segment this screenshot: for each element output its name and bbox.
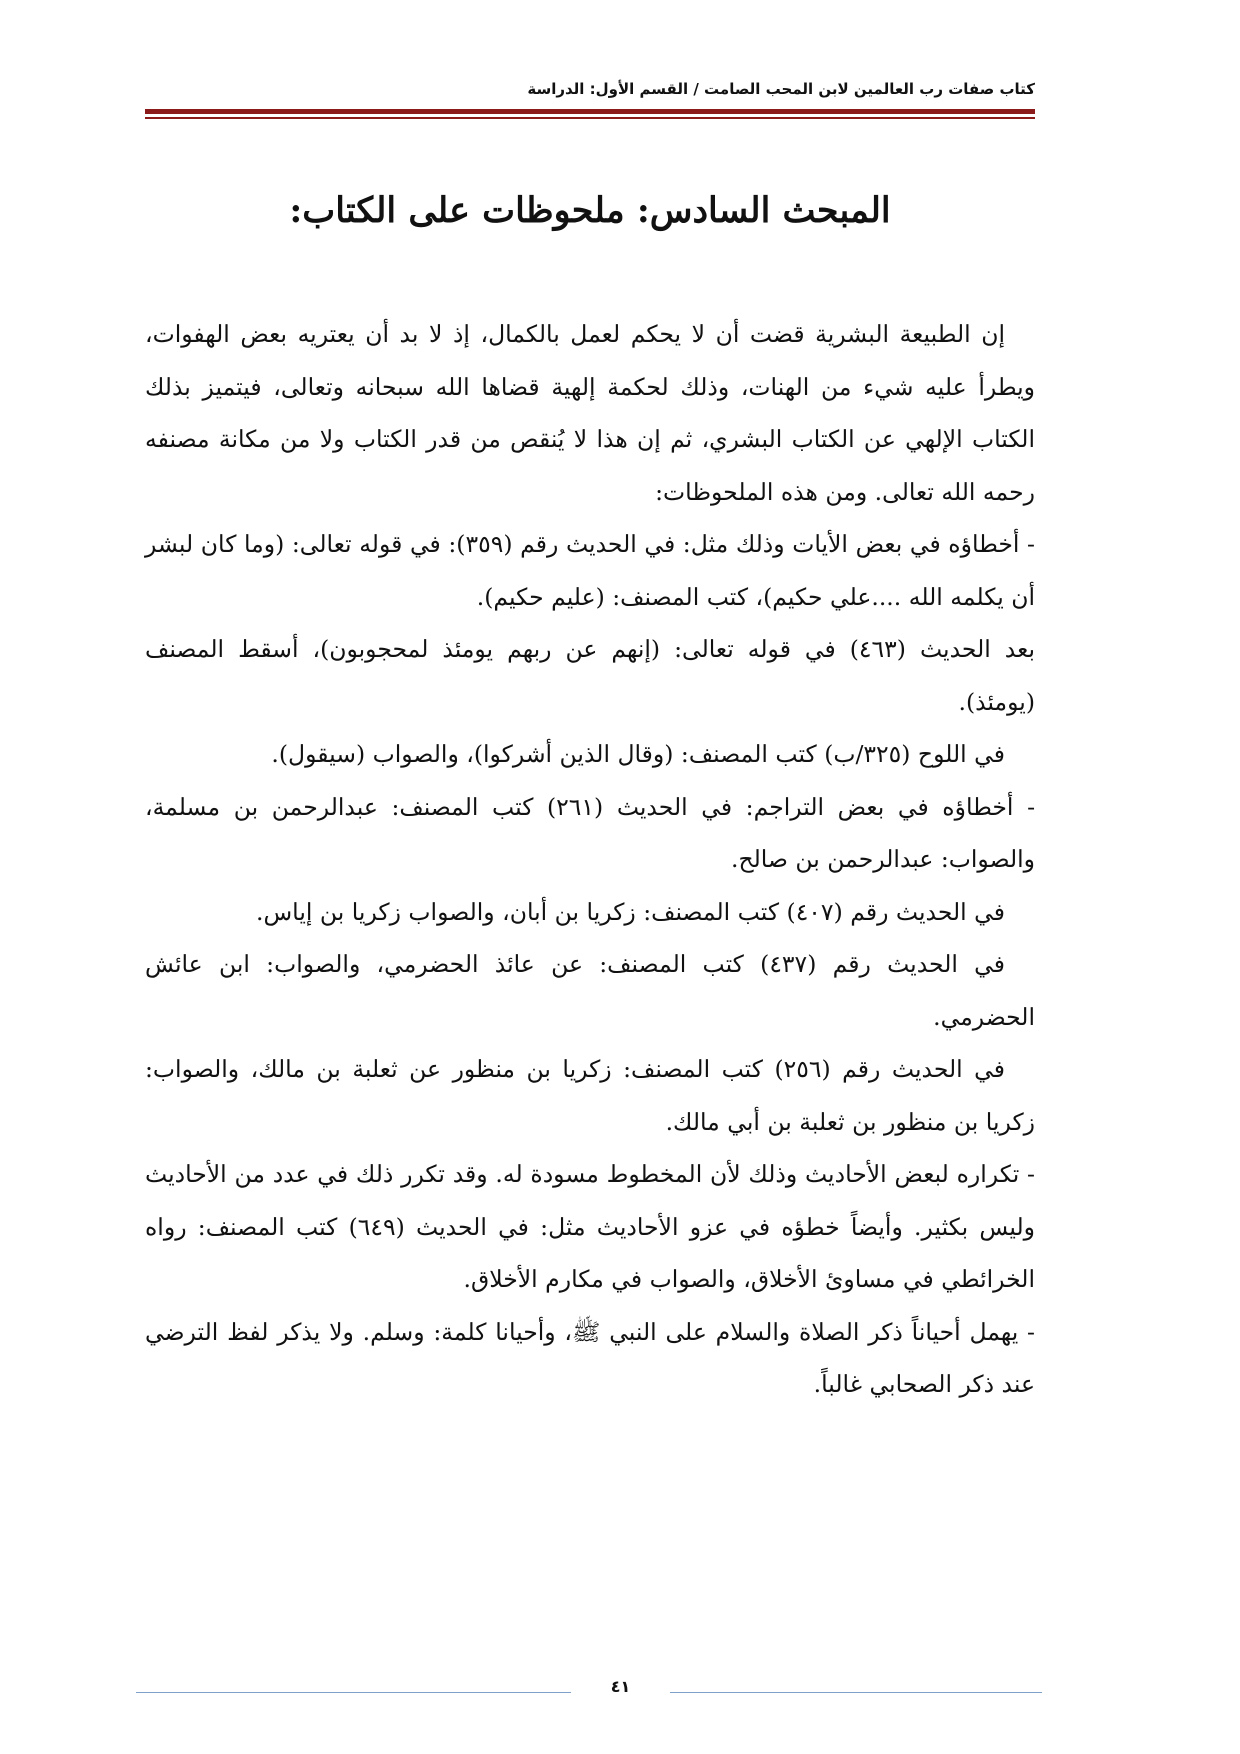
body-text bbox=[145, 308, 1035, 1411]
paragraph-intro: إن الطبيعة البشرية قضت أن لا يحكم لعمل بالكمال، إذ لا بد أن يعتريه بعض الهفوات، ويطرأ عليه شيء من الهنات، وذلك لحكمة إلهية قضاها الله سبحانه وتعالى، فيتميز بذلك الكتاب الإلهي عن الكتاب البشري، ثم إن هذا لا يُنقص من قدر الكتاب ولا من مكانة مصنفه رحمه الله تعالى. ومن هذه الملحوظات: bbox=[145, 320, 1035, 506]
paragraph-verse-errors: - أخطاؤه في بعض الأيات وذلك مثل: في الحديث رقم (٣٥٩): في قوله تعالى: (وما كان لبشر أن يكلمه الله ....علي حكيم)، كتب المصنف: (عليم حكيم). bbox=[145, 530, 1035, 611]
header-rule-thin bbox=[145, 117, 1035, 119]
running-header: كتاب صفات رب العالمين لابن المحب الصامت / القسم الأول: الدراسة bbox=[527, 80, 1035, 98]
paragraph-hadith-407: في الحديث رقم (٤٠٧) كتب المصنف: زكريا بن أبان، والصواب زكريا بن إياس. bbox=[256, 897, 1005, 926]
paragraph-hadith-437: في الحديث رقم (٤٣٧) كتب المصنف: عن عائذ الحضرمي، والصواب: ابن عائش الحضرمي. bbox=[145, 950, 1035, 1031]
paragraph-salutation: - يهمل أحياناً ذكر الصلاة والسلام على النبي ﷺ، وأحيانا كلمة: وسلم. ولا يذكر لفظ الترضي عند ذكر الصحابي غالباً. bbox=[145, 1317, 1035, 1398]
header-rule-thick bbox=[145, 109, 1035, 114]
paragraph-verse-463: بعد الحديث (٤٦٣) في قوله تعالى: (إنهم عن ربهم يومئذ لمحجوبون)، أسقط المصنف (يومئذ). bbox=[145, 635, 1035, 716]
paragraph-hadith-256: في الحديث رقم (٢٥٦) كتب المصنف: زكريا بن منظور عن ثعلبة بن مالك، والصواب: زكريا بن منظور بن ثعلبة بن أبي مالك. bbox=[145, 1055, 1035, 1136]
paragraph-biography-errors: - أخطاؤه في بعض التراجم: في الحديث (٢٦١) كتب المصنف: عبدالرحمن بن مسلمة، والصواب: عبدالرحمن بن صالح. bbox=[145, 792, 1036, 873]
footer-rule-left bbox=[136, 1692, 571, 1693]
paragraph-repetition: - تكراره لبعض الأحاديث وذلك لأن المخطوط مسودة له. وقد تكرر ذلك في عدد من الأحاديث وليس بكثير. وأيضاً خطؤه في عزو الأحاديث مثل: في الحديث (٦٤٩) كتب المصنف: رواه الخرائطي في مساوئ الأخلاق، والصواب في مكارم الأخلاق. bbox=[145, 1160, 1035, 1293]
page-number: ٤١ bbox=[610, 1677, 631, 1696]
chapter-title: المبحث السادس: ملحوظات على الكتاب: bbox=[289, 190, 891, 231]
paragraph-folio-325: في اللوح (٣٢٥/ب) كتب المصنف: (وقال الذين أشركوا)، والصواب (سيقول). bbox=[271, 740, 1005, 768]
footer-rule-right bbox=[670, 1692, 1042, 1693]
